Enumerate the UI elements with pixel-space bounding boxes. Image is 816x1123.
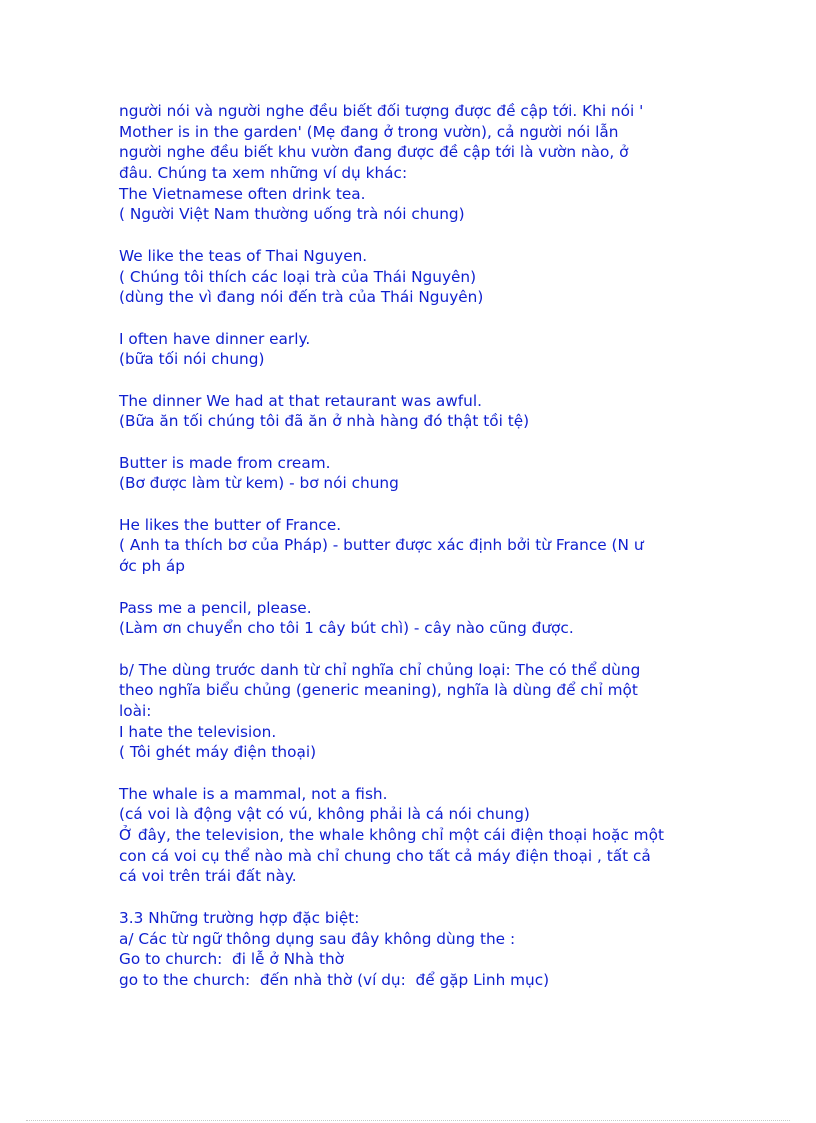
text-line: (Làm ơn chuyển cho tôi 1 cây bút chì) - cây nào cũng được. (119, 619, 574, 638)
text-line: I hate the television. (119, 722, 277, 741)
text-line: người nói và người nghe đều biết đối tượng được đề cập tới. Khi nói ' (119, 102, 644, 120)
text-line: b/ The dùng trước danh từ chỉ nghĩa chỉ chủng loại: The có thể dùng (119, 660, 641, 679)
text-line: (Bữa ăn tối chúng tôi đã ăn ở nhà hàng đó thật tồi tệ) (119, 412, 530, 431)
text-line: đâu. Chúng ta xem những ví dụ khác: (119, 164, 408, 183)
text-line: 3.3 Những trường hợp đặc biệt: (119, 908, 360, 927)
text-line: (bữa tối nói chung) (119, 350, 265, 369)
text-line: We like the teas of Thai Nguyen. (119, 246, 368, 265)
blank-line (119, 639, 719, 660)
page-bottom-divider (26, 1120, 790, 1121)
text-line: I often have dinner early. (119, 329, 311, 348)
blank-line (119, 887, 719, 908)
text-line: The dinner We had at that retaurant was awful. (119, 391, 482, 410)
text-line: The whale is a mammal, not a fish. (119, 784, 388, 803)
blank-line (119, 370, 719, 391)
text-line: cá voi trên trái đất này. (119, 867, 297, 886)
text-line: Mother is in the garden' (Mẹ đang ở trong vườn), cả người nói lẫn (119, 122, 619, 141)
text-line: He likes the butter of France. (119, 515, 342, 534)
text-line: ( Anh ta thích bơ của Pháp) - butter được xác định bởi từ France (N ư (119, 536, 644, 555)
blank-line (119, 763, 719, 784)
text-line: go to the church: đến nhà thờ (ví dụ: để gặp Linh mục) (119, 970, 550, 989)
text-line: ớc ph áp (119, 557, 185, 576)
text-line: (Bơ được làm từ kem) - bơ nói chung (119, 474, 399, 493)
blank-line (119, 225, 719, 246)
text-line: ( Chúng tôi thích các loại trà của Thái Nguyên) (119, 267, 477, 286)
text-line: The Vietnamese often drink tea. (119, 184, 366, 203)
blank-line (119, 432, 719, 453)
blank-line (119, 494, 719, 515)
text-line: a/ Các từ ngữ thông dụng sau đây không dùng the : (119, 929, 516, 948)
text-line: con cá voi cụ thể nào mà chỉ chung cho tất cả máy điện thoại , tất cả (119, 846, 651, 865)
text-line: Butter is made from cream. (119, 453, 331, 472)
document-body (119, 101, 719, 991)
text-line: theo nghĩa biểu chủng (generic meaning), nghĩa là dùng để chỉ một (119, 681, 638, 700)
text-line: ( Tôi ghét máy điện thoại) (119, 743, 317, 762)
text-line: ( Người Việt Nam thường uống trà nói chung) (119, 205, 465, 224)
text-line: người nghe đều biết khu vườn đang được đề cập tới là vườn nào, ở (119, 143, 629, 162)
blank-line (119, 308, 719, 329)
text-line: Ở đây, the television, the whale không chỉ một cái điện thoại hoặc một (119, 826, 664, 845)
blank-line (119, 577, 719, 598)
text-line: (cá voi là động vật có vú, không phải là cá nói chung) (119, 805, 530, 824)
text-line: (dùng the vì đang nói đến trà của Thái Nguyên) (119, 288, 484, 307)
text-line: Go to church: đi lễ ở Nhà thờ (119, 950, 345, 969)
text-line: loài: (119, 701, 152, 720)
text-line: Pass me a pencil, please. (119, 598, 312, 617)
